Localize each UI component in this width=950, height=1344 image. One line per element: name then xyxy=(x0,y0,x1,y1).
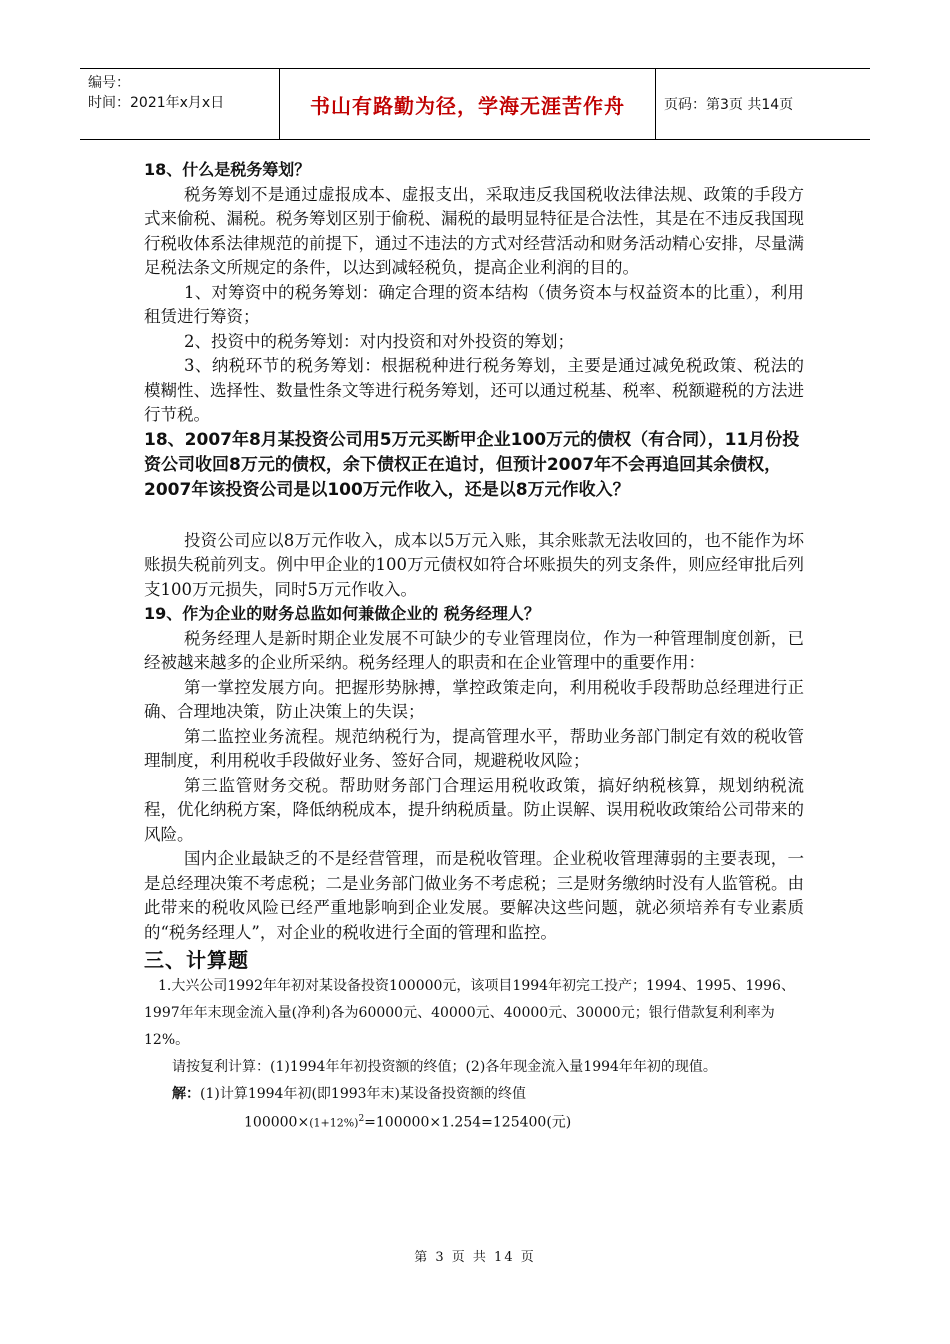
question-18b-answer: 投资公司应以8万元作收入，成本以5万元入账，其余账款无法收回的，也不能作为坏账损失税前列支。例中甲企业的100万元债权如符合坏账损失的列支条件，则应经审批后列支100万元损失，同时5万元作收入。 xyxy=(144,530,804,599)
time-label: 时间：2021年x月x日 xyxy=(88,95,225,111)
calc-problem-1: 1.大兴公司1992年年初对某设备投资100000元，该项目1994年初完工投产；1994、1995、1996、1997年年末现金流入量(净利)各为60000元、40000元、40000元、30000元；银行借款复利利率为12%。 xyxy=(144,978,795,1048)
motto-text: 书山有路勤为径，学海无涯苦作舟 xyxy=(310,93,625,118)
question-19-title: 19、作为企业的财务总监如何兼做企业的 税务经理人？ xyxy=(144,604,540,623)
header-meta xyxy=(80,69,280,139)
question-18-item-3: 3、纳税环节的税务筹划：根据税种进行税务筹划，主要是通过减免税政策、税法的模糊性、选择性、数量性条文等进行税务筹划，还可以通过税基、税率、税额避税的方法进行节税。 xyxy=(144,356,804,424)
solution-line xyxy=(144,1081,804,1108)
question-19-paragraph-4: 第三监管财务交税。帮助财务部门合理运用税收政策，搞好纳税核算，规划纳税流程，优化纳税方案，降低纳税成本，提升纳税质量。防止误解、误用税收政策给公司带来的风险。 xyxy=(144,775,804,844)
question-19-paragraph-5: 国内企业最缺乏的不是经营管理，而是税收管理。企业税收管理薄弱的主要表现，一是总经理决策不考虑税；二是业务部门做业务不考虑税；三是财务缴纳时没有人监管税。由此带来的税收风险已经严重地影响到企业发展。要解决这些问题，就必须培养有专业素质的“税务经理人”，对企业的税收进行全面的管理和监控。 xyxy=(144,849,804,942)
code-label: 编号： xyxy=(88,75,130,91)
solution-label: 解： xyxy=(172,1086,200,1102)
header-page xyxy=(656,69,870,139)
question-18-item-1: 1、对筹资中的税务筹划：确定合理的资本结构（债务资本与权益资本的比重），利用租赁进行筹资； xyxy=(144,282,804,326)
section-heading-calculation: 三、计算题 xyxy=(144,948,249,972)
question-18-title: 18、什么是税务筹划？ xyxy=(144,160,311,179)
formula-exponent: 2 xyxy=(358,1114,365,1124)
solution-text: (1)计算1994年初(即1993年末)某设备投资额的终值 xyxy=(200,1086,527,1102)
question-18-paragraph: 税务筹划不是通过虚报成本、虚报支出，采取违反我国税收法律法规、政策的手段方式来偷税、漏税。税务筹划区别于偷税、漏税的最明显特征是合法性，其是在不违反我国现行税收体系法律规范的前提下，通过不违法的方式对经营活动和财务活动精心安排，尽量满足税法条文所规定的条件，以达到减轻税负，提高企业利润的目的。 xyxy=(144,184,804,277)
question-19-paragraph-2: 第一掌控发展方向。把握形势脉搏，掌控政策走向，利用税收手段帮助总经理进行正确、合理地决策，防止决策上的失误； xyxy=(144,677,804,721)
page-footer: 第 3 页 共 14 页 xyxy=(414,1250,536,1265)
formula-part-a: 100000× xyxy=(244,1114,310,1131)
formula-line xyxy=(144,1108,804,1135)
formula-part-c: =100000×1.254=125400(元) xyxy=(364,1114,572,1131)
question-18-item-2: 2、投资中的税务筹划：对内投资和对外投资的筹划； xyxy=(184,331,574,351)
page-header xyxy=(80,68,870,140)
document-body xyxy=(144,158,804,1135)
question-19-paragraph-3: 第二监控业务流程。规范纳税行为，提高管理水平，帮助业务部门制定有效的税收管理制度，利用税收手段做好业务、签好合同，规避税收风险； xyxy=(144,726,804,770)
question-18b-title: 18、2007年8月某投资公司用5万元买断甲企业100万元的债权（有合同），11月份投资公司收回8万元的债权，余下债权正在追讨，但预计2007年不会再追回其余债权，2007年该投资公司是以100万元作收入，还是以8万元作收入？ xyxy=(144,429,800,500)
page-label: 页码：第3页 共14页 xyxy=(664,97,794,113)
formula-part-b: (1+12%) xyxy=(309,1116,359,1130)
calc-problem-1-requirement: 请按复利计算：(1)1994年年初投资额的终值；(2)各年现金流入量1994年年初的现值。 xyxy=(172,1059,717,1075)
spacer xyxy=(144,503,804,529)
question-19-paragraph-1: 税务经理人是新时期企业发展不可缺少的专业管理岗位，作为一种管理制度创新，已经被越来越多的企业所采纳。税务经理人的职责和在企业管理中的重要作用： xyxy=(144,628,804,672)
header-motto xyxy=(280,69,656,139)
